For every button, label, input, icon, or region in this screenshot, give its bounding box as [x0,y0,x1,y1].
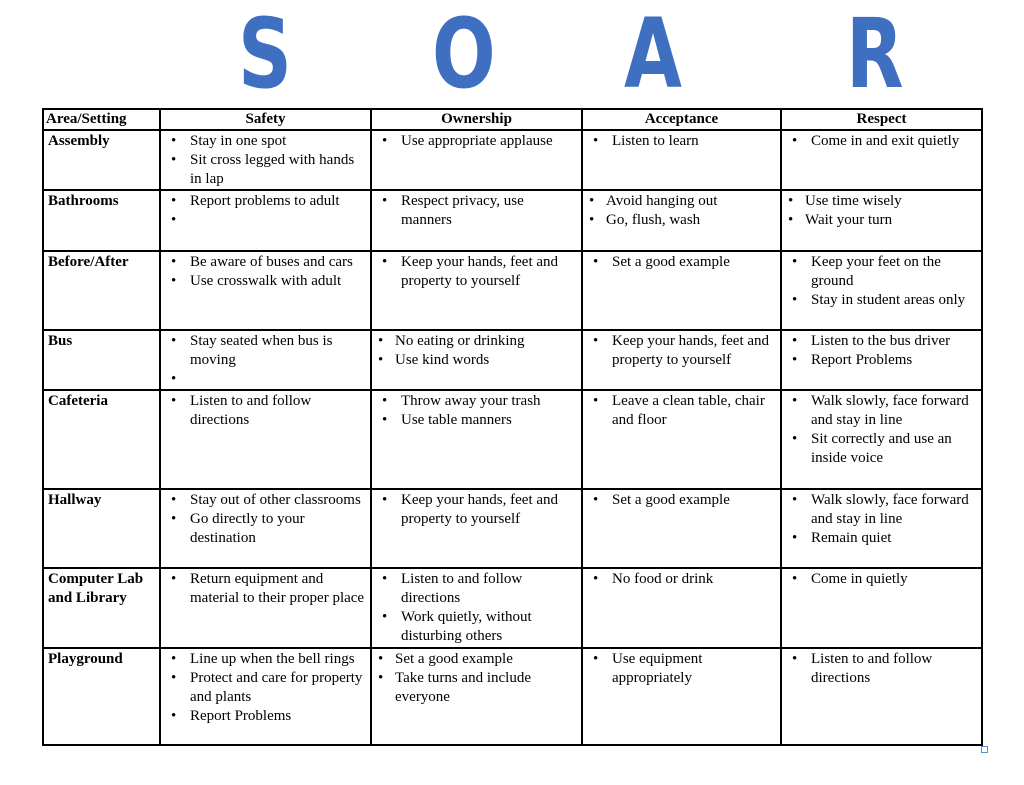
safety-cell [160,330,371,390]
respect-cell [781,330,982,390]
ownership-list [376,392,577,430]
list-item: • Keep your hands, feet and property to yourself [587,332,776,370]
header-acceptance: Acceptance [582,109,781,130]
list-item: • Work quietly, without disturbing others [376,608,577,646]
area-setting-cell: Assembly [43,130,160,190]
table-row [43,190,982,251]
table-row [43,568,982,648]
list-item: • Take turns and include everyone [376,669,577,707]
respect-list [786,332,977,370]
ownership-cell [371,489,582,568]
ownership-cell [371,251,582,330]
list-item: • Remain quiet [786,529,977,548]
acceptance-cell [582,130,781,190]
respect-cell [781,130,982,190]
area-setting-cell: Cafeteria [43,390,160,489]
ownership-list [376,192,577,230]
area-setting-cell: Bus [43,330,160,390]
ownership-cell [371,648,582,745]
list-item: • Go directly to your destination [165,510,366,548]
header-ownership: Ownership [371,109,582,130]
safety-cell [160,568,371,648]
list-item: • Avoid hanging out [587,192,776,211]
list-item: • Wait your turn [786,211,977,230]
list-item: • Listen to and follow directions [376,570,577,608]
list-item: • Protect and care for property and plants [165,669,366,707]
list-item: • Line up when the bell rings [165,650,366,669]
table-row [43,130,982,190]
safety-cell [160,130,371,190]
respect-cell [781,190,982,251]
list-item: • Come in and exit quietly [786,132,977,151]
list-item: • Listen to and follow directions [165,392,366,430]
list-item: • Report Problems [786,351,977,370]
list-item: • Use time wisely [786,192,977,211]
list-item: • Stay in student areas only [786,291,977,310]
safety-list [165,192,366,230]
area-setting-cell: Playground [43,648,160,745]
list-item: • Listen to and follow directions [786,650,977,688]
ownership-cell [371,190,582,251]
safety-cell [160,390,371,489]
list-item: • Sit cross legged with hands in lap [165,151,366,189]
header-safety: Safety [160,109,371,130]
acceptance-cell [582,190,781,251]
respect-list [786,132,977,151]
acceptance-list [587,132,776,151]
safety-list [165,132,366,189]
list-item: • No food or drink [587,570,776,589]
ownership-cell [371,330,582,390]
acceptance-cell [582,568,781,648]
list-item: • Use kind words [376,351,577,370]
title-letter-s: S [238,0,292,110]
ownership-cell [371,130,582,190]
table-row [43,390,982,489]
table-row [43,489,982,568]
ownership-cell [371,568,582,648]
list-item: • Set a good example [587,491,776,510]
list-item: • Use table manners [376,411,577,430]
respect-cell [781,251,982,330]
ownership-cell [371,390,582,489]
ownership-list [376,650,577,707]
respect-cell [781,489,982,568]
table-row [43,330,982,390]
acceptance-cell [582,330,781,390]
ownership-list [376,132,577,151]
ownership-list [376,570,577,646]
header-respect: Respect [781,109,982,130]
list-item: • Listen to the bus driver [786,332,977,351]
respect-list [786,253,977,310]
area-setting-cell: Hallway [43,489,160,568]
list-item: • Use appropriate applause [376,132,577,151]
respect-list [786,392,977,468]
acceptance-cell [582,390,781,489]
list-item: • Stay in one spot [165,132,366,151]
list-item [165,211,366,230]
ownership-list [376,491,577,529]
title-letter-a: A [624,0,682,110]
safety-cell [160,251,371,330]
title-letter-o: O [432,0,496,110]
safety-cell [160,648,371,745]
resize-handle-marker [981,746,988,753]
list-item: • Report problems to adult [165,192,366,211]
safety-cell [160,190,371,251]
list-item: • No eating or drinking [376,332,577,351]
safety-list [165,332,366,389]
respect-cell [781,390,982,489]
acceptance-list [587,332,776,370]
safety-list [165,253,366,291]
respect-list [786,650,977,688]
list-item: • Leave a clean table, chair and floor [587,392,776,430]
respect-cell [781,568,982,648]
list-item: • Keep your feet on the ground [786,253,977,291]
area-setting-cell: Computer Lab and Library [43,568,160,648]
acceptance-list [587,392,776,430]
list-item: • Use equipment appropriately [587,650,776,688]
list-item: • Walk slowly, face forward and stay in line [786,491,977,529]
safety-list [165,570,366,608]
respect-cell [781,648,982,745]
respect-list [786,570,977,589]
list-item: • Report Problems [165,707,366,726]
header-row [43,109,982,130]
acceptance-list [587,192,776,230]
ownership-list [376,253,577,291]
list-item: • Go, flush, wash [587,211,776,230]
respect-list [786,491,977,548]
acceptance-list [587,253,776,272]
safety-list [165,392,366,430]
list-item: • Set a good example [376,650,577,669]
list-item: • Throw away your trash [376,392,577,411]
acceptance-cell [582,251,781,330]
behavior-matrix-table [42,108,983,746]
list-item: • Be aware of buses and cars [165,253,366,272]
table-row [43,648,982,745]
acceptance-list [587,491,776,510]
table-row [43,251,982,330]
title-letter-r: R [846,0,904,110]
safety-list [165,650,366,726]
acceptance-list [587,650,776,688]
list-item: • Come in quietly [786,570,977,589]
list-item: • Stay out of other classrooms [165,491,366,510]
safety-cell [160,489,371,568]
safety-list [165,491,366,548]
acceptance-cell [582,648,781,745]
respect-list [786,192,977,230]
acceptance-cell [582,489,781,568]
list-item: • Keep your hands, feet and property to yourself [376,253,577,291]
list-item: • Stay seated when bus is moving [165,332,366,370]
list-item [165,370,366,389]
acceptance-list [587,570,776,589]
area-setting-cell: Bathrooms [43,190,160,251]
header-area-setting: Area/Setting [43,109,160,130]
list-item: • Set a good example [587,253,776,272]
list-item: • Keep your hands, feet and property to yourself [376,491,577,529]
area-setting-cell: Before/After [43,251,160,330]
ownership-list [376,332,577,370]
list-item: • Listen to learn [587,132,776,151]
list-item: • Respect privacy, use manners [376,192,577,230]
list-item: • Walk slowly, face forward and stay in line [786,392,977,430]
list-item: • Return equipment and material to their proper place [165,570,366,608]
list-item: • Sit correctly and use an inside voice [786,430,977,468]
list-item: • Use crosswalk with adult [165,272,366,291]
